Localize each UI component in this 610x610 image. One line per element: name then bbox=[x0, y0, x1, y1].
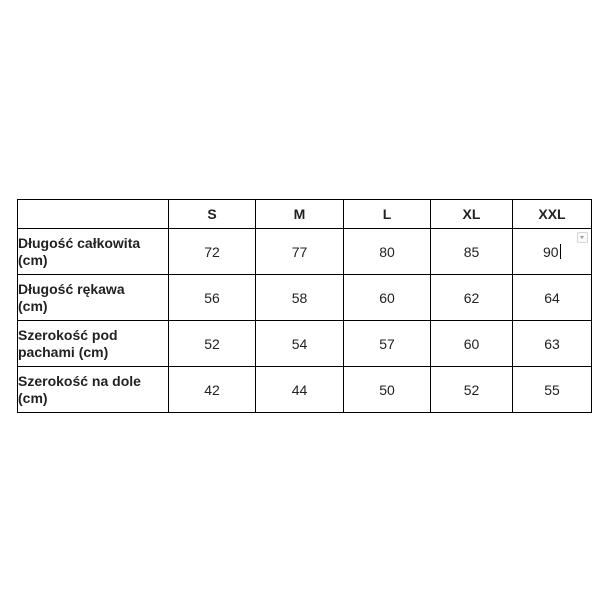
row-label-line: (cm) bbox=[18, 251, 48, 268]
size-header-l[interactable]: L bbox=[344, 200, 431, 229]
row-label-total-length[interactable] bbox=[18, 229, 169, 275]
table-cell[interactable]: 42 bbox=[169, 367, 256, 413]
table-cell[interactable]: 52 bbox=[169, 321, 256, 367]
row-label-line: (cm) bbox=[18, 297, 48, 314]
table-row bbox=[18, 367, 592, 413]
table-cell[interactable]: 60 bbox=[344, 275, 431, 321]
table-cell[interactable]: 56 bbox=[169, 275, 256, 321]
row-label-bottom-width[interactable] bbox=[18, 367, 169, 413]
size-header-xl[interactable]: XL bbox=[431, 200, 513, 229]
table-cell[interactable]: 85 bbox=[431, 229, 513, 275]
table-cell[interactable]: 62 bbox=[431, 275, 513, 321]
row-label-line: Długość rękawa bbox=[18, 280, 125, 297]
row-label-sleeve-length[interactable] bbox=[18, 275, 169, 321]
table-cell[interactable]: 60 bbox=[431, 321, 513, 367]
table-cell[interactable]: 63 bbox=[513, 321, 592, 367]
active-table-cell[interactable] bbox=[513, 229, 592, 275]
header-corner-cell[interactable] bbox=[18, 200, 169, 229]
table-cell[interactable]: 64 bbox=[513, 275, 592, 321]
table-row bbox=[18, 275, 592, 321]
size-chart-table bbox=[17, 199, 592, 413]
row-label-line: Szerokość na dole bbox=[18, 372, 141, 389]
row-label-line: Szerokość pod bbox=[18, 326, 118, 343]
row-label-line: Długość całkowita bbox=[18, 234, 141, 251]
table-cell[interactable]: 80 bbox=[344, 229, 431, 275]
row-label-chest-width[interactable] bbox=[18, 321, 169, 367]
row-label-line: pachami (cm) bbox=[18, 343, 109, 360]
table-cell[interactable]: 55 bbox=[513, 367, 592, 413]
size-header-s[interactable]: S bbox=[169, 200, 256, 229]
row-label-line: (cm) bbox=[18, 389, 48, 406]
text-cursor-icon bbox=[560, 244, 562, 259]
size-header-xxl[interactable]: XXL bbox=[513, 200, 592, 229]
table-cell[interactable]: 77 bbox=[256, 229, 344, 275]
table-header-row bbox=[18, 200, 592, 229]
table-cell[interactable]: 44 bbox=[256, 367, 344, 413]
cell-value: 90 bbox=[542, 243, 559, 260]
table-row bbox=[18, 229, 592, 275]
dropdown-marker-icon[interactable] bbox=[577, 232, 588, 243]
table-row bbox=[18, 321, 592, 367]
table-cell[interactable]: 52 bbox=[431, 367, 513, 413]
table-cell[interactable]: 54 bbox=[256, 321, 344, 367]
table-cell[interactable]: 50 bbox=[344, 367, 431, 413]
table-cell[interactable]: 58 bbox=[256, 275, 344, 321]
table-cell[interactable]: 57 bbox=[344, 321, 431, 367]
size-header-m[interactable]: M bbox=[256, 200, 344, 229]
table-cell[interactable]: 72 bbox=[169, 229, 256, 275]
